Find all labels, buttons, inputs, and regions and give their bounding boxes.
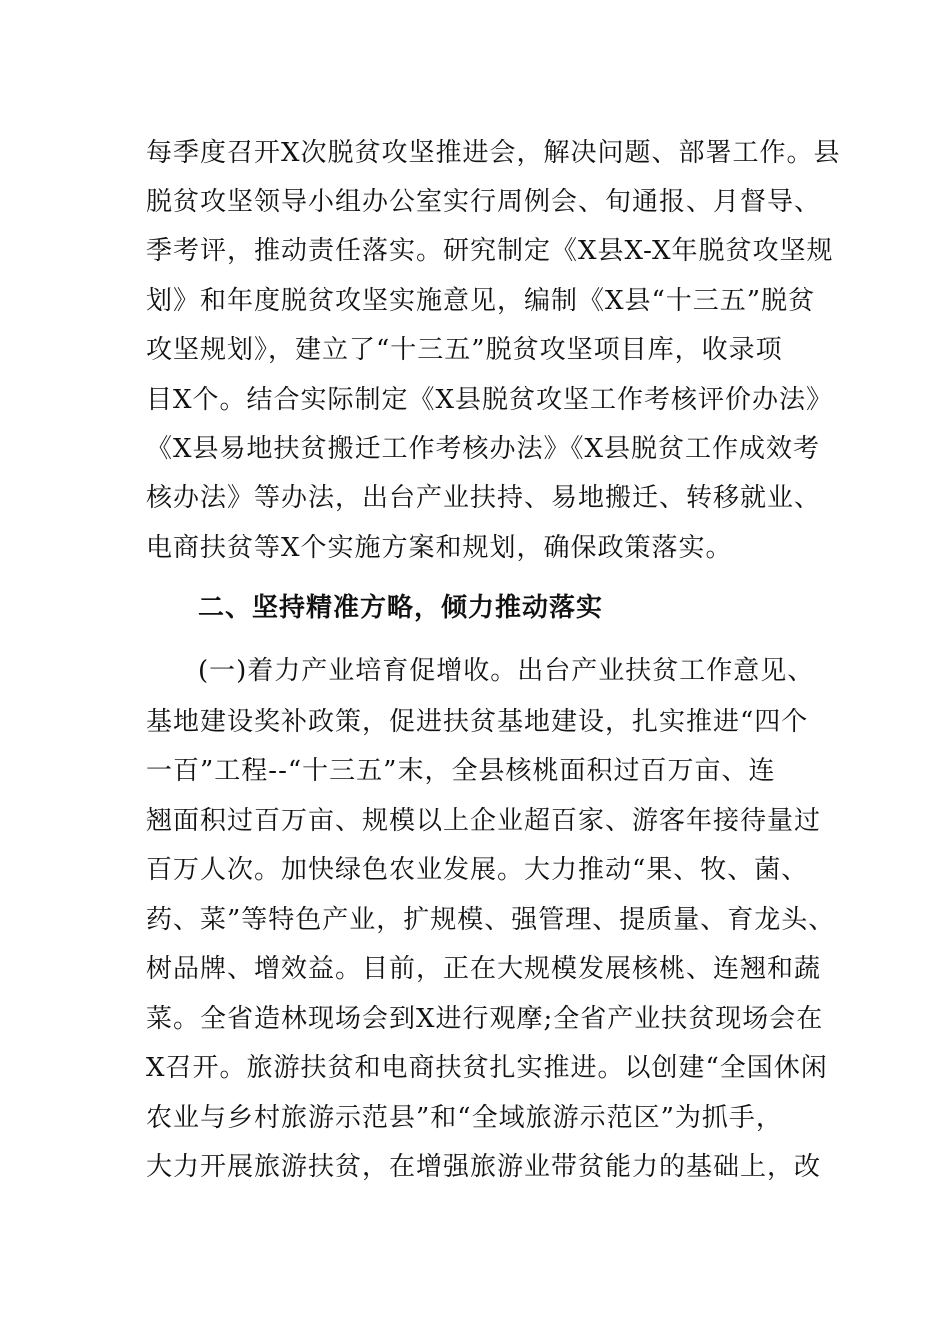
text-line: 目X个。结合实际制定《X县脱贫攻坚工作考核评价办法》 xyxy=(146,385,834,415)
text-line: 《X县易地扶贫搬迁工作考核办法》《X县脱贫工作成效考 xyxy=(146,434,821,464)
text-line: 每季度召开X次脱贫攻坚推进会，解决问题、部署工作。县 xyxy=(146,138,841,168)
text-line: 划》和年度脱贫攻坚实施意见，编制《X县“十三五”脱贫 xyxy=(146,286,816,316)
text-line: 百万人次。加快绿色农业发展。大力推动“果、牧、菌、 xyxy=(146,855,809,885)
text-line: 核办法》等办法，出台产业扶持、易地搬迁、转移就业、 xyxy=(146,483,822,513)
text-line: 一百”工程--“十三五”末，全县核桃面积过百万亩、连 xyxy=(146,756,776,786)
text-line: 翘面积过百万亩、规模以上企业超百家、游客年接待量过 xyxy=(146,806,822,836)
text-line: (一)着力产业培育促增收。出台产业扶贫工作意见、 xyxy=(198,656,815,686)
text-line: 大力开展旅游扶贫，在增强旅游业带贫能力的基础上，改 xyxy=(146,1152,822,1182)
text-line: X召开。旅游扶贫和电商扶贫扎实推进。以创建“全国休闲 xyxy=(146,1053,828,1083)
text-line: 电商扶贫等X个实施方案和规划，确保政策落实。 xyxy=(146,533,733,563)
section-heading: 二、坚持精准方略，倾力推动落实 xyxy=(198,593,604,623)
text-line: 基地建设奖补政策，促进扶贫基地建设，扎实推进“四个 xyxy=(146,707,809,737)
text-line: 药、菜”等特色产业，扩规模、强管理、提质量、育龙头、 xyxy=(146,905,836,935)
text-line: 季考评，推动责任落实。研究制定《X县X-X年脱贫攻坚规 xyxy=(146,236,834,266)
text-line: 脱贫攻坚领导小组办公室实行周例会、旬通报、月督导、 xyxy=(146,187,822,217)
text-line: 菜。全省造林现场会到X进行观摩;全省产业扶贫现场会在 xyxy=(146,1004,824,1034)
text-line: 农业与乡村旅游示范县”和“全域旅游示范区”为抓手， xyxy=(146,1103,783,1133)
text-line: 攻坚规划》，建立了“十三五”脱贫攻坚项目库，收录项 xyxy=(146,335,783,365)
text-line: 树品牌、增效益。目前，正在大规模发展核桃、连翘和蔬 xyxy=(146,954,822,984)
